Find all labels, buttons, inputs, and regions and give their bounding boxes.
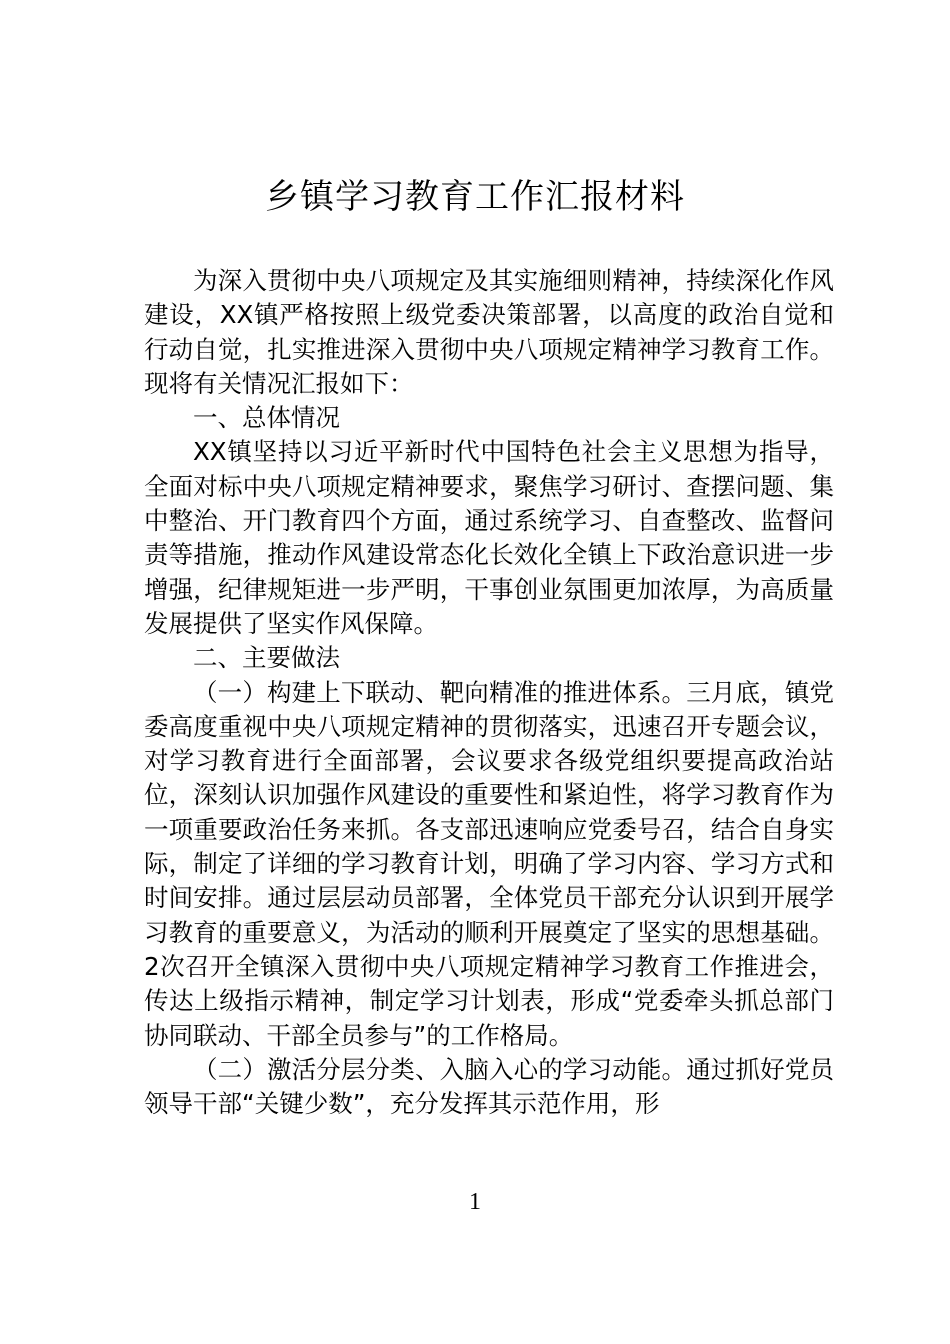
document-title: 乡镇学习教育工作汇报材料 xyxy=(265,177,685,217)
practice-paragraph-1: （一）构建上下联动、靶向精准的推进体系。三月底，镇党委高度重视中央八项规定精神的贯彻落实，迅速召开专题会议，对学习教育进行全面部署，会议要求各级党组织要提高政治站位，深刻认识加强作风建设的重要性和紧迫性，将学习教育作为一项重要政治任务来抓。各支部迅速响应党委号召，结合自身实际，制定了详细的学习教育计划，明确了学习内容、学习方式和时间安排。通过层层动员部署，全体党员干部充分认识到开展学习教育的重要意义，为活动的顺利开展奠定了坚实的思想基础。2次召开全镇深入贯彻中央八项规定精神学习教育工作推进会，传达上级指示精神，制定学习计划表，形成“党委牵头抓总部门协同联动、干部全员参与”的工作格局。 xyxy=(144,677,834,1050)
section-heading-main-practices: 二、主要做法 xyxy=(193,643,340,673)
document-body xyxy=(144,264,834,1121)
practice-paragraph-2: （二）激活分层分类、入脑入心的学习动能。通过抓好党员领导干部“关键少数”，充分发挥其示范作用，形 xyxy=(144,1054,834,1119)
overview-paragraph: XX镇坚持以习近平新时代中国特色社会主义思想为指导，全面对标中央八项规定精神要求，聚焦学习研讨、查摆问题、集中整治、开门教育四个方面，通过系统学习、自查整改、监督问责等措施，推动作风建设常态化长效化全镇上下政治意识进一步增强，纪律规矩进一步严明，干事创业氛围更加浓厚，为高质量发展提供了坚实作风保障。 xyxy=(144,437,834,638)
page-number: 1 xyxy=(469,1189,481,1215)
intro-paragraph: 为深入贯彻中央八项规定及其实施细则精神，持续深化作风建设，XX镇严格按照上级党委决策部署，以高度的政治自觉和行动自觉，扎实推进深入贯彻中央八项规定精神学习教育工作。现将有关情况汇报如下： xyxy=(144,266,834,398)
section-heading-overview: 一、总体情况 xyxy=(193,403,340,433)
